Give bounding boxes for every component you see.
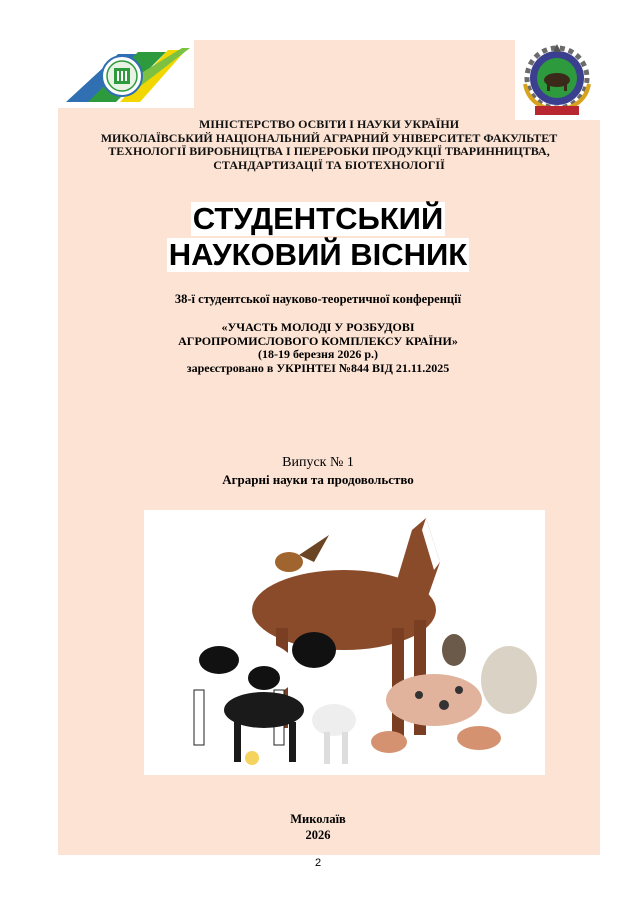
year: 2026: [305, 828, 331, 842]
conference-theme: [0, 321, 636, 375]
city: Миколаїв: [290, 812, 346, 826]
theme-line-2: АГРОПРОМИСЛОВОГО КОМПЛЕКСУ КРАЇНИ»: [178, 333, 458, 348]
university-logo-icon: [58, 40, 194, 108]
ministry-line: МІНІСТЕРСТВО ОСВІТИ І НАУКИ УКРАЇНИ: [198, 117, 460, 131]
registration-info: зареєстровано в УКРІНТЕІ №844 ВІД 21.11.2025: [186, 360, 450, 375]
section-title: Аграрні науки та продовольство: [222, 472, 414, 487]
title-line-1: СТУДЕНТСЬКИЙ: [192, 201, 444, 236]
conference-dates: (18-19 березня 2026 р.): [257, 347, 379, 361]
university-logo: [58, 40, 194, 108]
institution-header: [60, 118, 598, 172]
issue-number: Випуск № 1: [282, 455, 354, 470]
faculty-emblem: [515, 40, 600, 120]
university-line: МИКОЛАЇВСЬКИЙ НАЦІОНАЛЬНИЙ АГРАРНИЙ УНІВЕРСИТЕТ ФАКУЛЬТЕТ: [100, 130, 558, 145]
farm-animals-image: [144, 510, 545, 775]
faculty-emblem-icon: [515, 40, 600, 120]
faculty-line: ТЕХНОЛОГІЇ ВИРОБНИЦТВА І ПЕРЕРОБКИ ПРОДУКЦІЇ ТВАРИННИЦТВА,: [108, 144, 550, 158]
publication-place: [0, 811, 636, 843]
title-line-2-wrap: [0, 238, 636, 272]
title-line-2: НАУКОВИЙ ВІСНИК: [168, 237, 468, 272]
faculty-line-2: СТАНДАРТИЗАЦІЇ ТА БІОТЕХНОЛОГІЇ: [213, 157, 445, 172]
page-number: 2: [314, 857, 322, 869]
theme-line-1: «УЧАСТЬ МОЛОДІ У РОЗБУДОВІ: [221, 320, 415, 334]
farm-animals-illustration: [144, 510, 545, 775]
conference-name: 38-ї студентської науково-теоретичної конференції: [174, 292, 462, 306]
title-line-1-wrap: [0, 202, 636, 236]
